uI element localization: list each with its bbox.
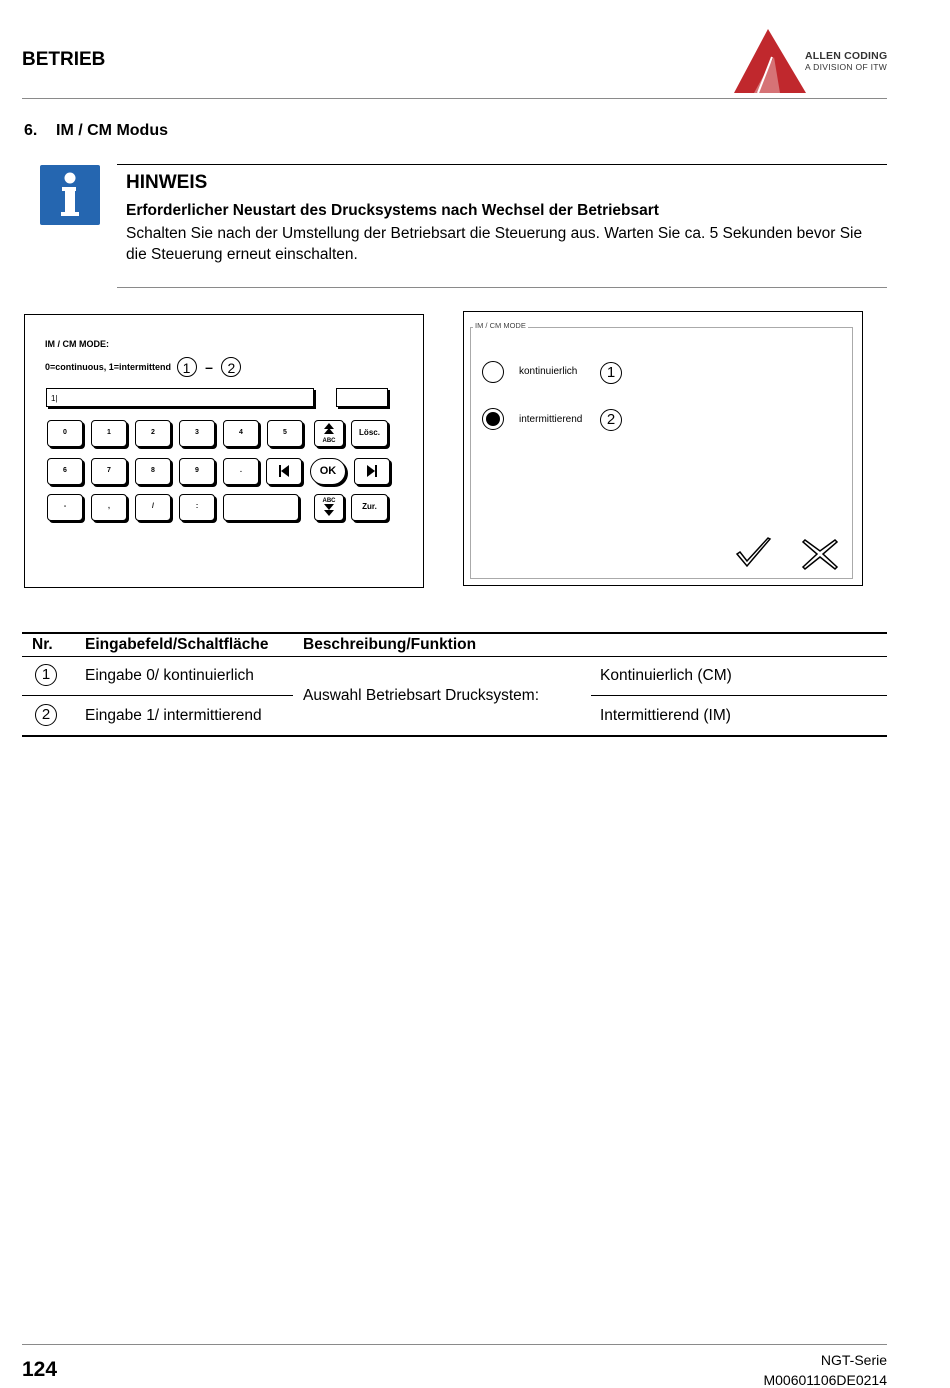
secondary-input-field[interactable] [336, 388, 388, 407]
table-shared-description: Auswahl Betriebsart Drucksystem: [303, 687, 540, 704]
key-dot[interactable]: . [223, 458, 259, 485]
key-slash[interactable]: / [135, 494, 171, 521]
mode-groupbox [470, 327, 853, 579]
section-title-text: IM / CM Modus [56, 122, 168, 139]
table-header-rule [22, 656, 887, 657]
radio-intermittent[interactable] [482, 408, 504, 430]
table-header-description: Beschreibung/Funktion [303, 636, 477, 653]
abc-down-label: ABC [322, 498, 336, 504]
abc-down-icon [316, 495, 342, 519]
key-0[interactable]: 0 [47, 420, 83, 447]
cursor-right-key[interactable] [354, 458, 390, 485]
cursor-left-key[interactable] [266, 458, 302, 485]
keypad-screenshot [24, 314, 424, 588]
page-number: 124 [22, 1358, 58, 1381]
note-text: Schalten Sie nach der Umstellung der Betriebsart die Steuerung aus. Warten Sie ca. 5 Sekunden bevor Sie die Steuerung erneut einschalten. [126, 225, 863, 263]
confirm-check-icon[interactable] [734, 536, 774, 570]
ok-key[interactable] [310, 458, 346, 485]
groupbox-legend: IM / CM MODE [475, 321, 526, 330]
table-header-nr: Nr. [32, 636, 53, 653]
abc-up-key[interactable] [314, 420, 344, 447]
cancel-cross-icon[interactable] [801, 537, 839, 571]
key-4[interactable]: 4 [223, 420, 259, 447]
table-row-2-nr: 2 [35, 704, 57, 726]
key-8[interactable]: 8 [135, 458, 171, 485]
section-number: 6. [24, 122, 38, 139]
key-5[interactable]: 5 [267, 420, 303, 447]
table-row-1-nr: 1 [35, 664, 57, 686]
option2-marker: 2 [600, 409, 622, 431]
note-bold-line: Erforderlicher Neustart des Drucksystems nach Wechsel der Betriebsart [126, 202, 659, 219]
radio-continuous[interactable] [482, 361, 504, 383]
table-row-2-value: Intermittierend (IM) [600, 707, 731, 724]
info-icon [40, 165, 100, 225]
key-colon[interactable]: : [179, 494, 215, 521]
key-6[interactable]: 6 [47, 458, 83, 485]
mode-hint-text: 0=continuous, 1=intermittend [45, 362, 172, 372]
back-key[interactable]: Zur. [351, 494, 388, 521]
key-1[interactable]: 1 [91, 420, 127, 447]
header-title: BETRIEB [22, 49, 106, 70]
table-header-field: Eingabefeld/Schaltfläche [85, 636, 269, 653]
option-continuous-label[interactable]: kontinuierlich [519, 366, 578, 377]
ok-label: OK [319, 465, 337, 477]
marker-2: 2 [221, 357, 241, 377]
table-row-rule-left [22, 695, 293, 696]
key-7[interactable]: 7 [91, 458, 127, 485]
table-row-rule-right [591, 695, 887, 696]
table-bottom-rule [22, 735, 887, 737]
footer-rule [22, 1344, 887, 1345]
radio-selected-dot [486, 412, 500, 426]
key-comma[interactable]: , [91, 494, 127, 521]
skip-right-icon [356, 459, 388, 483]
key-2[interactable]: 2 [135, 420, 171, 447]
footer-series: NGT-Serie [820, 1352, 887, 1368]
option-intermittent-label[interactable]: intermittierend [519, 414, 583, 425]
mode-hint [45, 357, 241, 377]
skip-left-icon [268, 459, 300, 483]
logo-line1: ALLEN CODING [805, 50, 888, 62]
table-row-1-field: Eingabe 0/ kontinuierlich [85, 667, 254, 684]
mode-input-field[interactable]: 1| [46, 388, 314, 407]
table-top-rule [22, 632, 887, 634]
abc-up-icon [316, 421, 342, 445]
header-rule [22, 98, 887, 99]
marker-dash: – [205, 359, 213, 375]
note-heading: HINWEIS [126, 172, 208, 193]
table-row-2-field: Eingabe 1/ intermittierend [85, 707, 262, 724]
delete-key[interactable]: Lösc. [351, 420, 388, 447]
marker-1: 1 [177, 357, 197, 377]
note-bottom-rule [117, 287, 887, 288]
key-3[interactable]: 3 [179, 420, 215, 447]
space-key[interactable] [223, 494, 299, 521]
section-title [24, 122, 168, 140]
abc-down-key[interactable] [314, 494, 344, 521]
key-9[interactable]: 9 [179, 458, 215, 485]
logo-line2: A DIVISION OF ITW [805, 62, 888, 72]
footer-doc-id: M00601106DE0214 [763, 1372, 887, 1388]
note-top-rule [117, 164, 887, 165]
option1-marker: 1 [600, 362, 622, 384]
table-row-1-value: Kontinuierlich (CM) [600, 667, 732, 684]
key-minus[interactable]: - [47, 494, 83, 521]
mode-label: IM / CM MODE: [45, 339, 109, 349]
abc-up-label: ABC [322, 438, 336, 444]
